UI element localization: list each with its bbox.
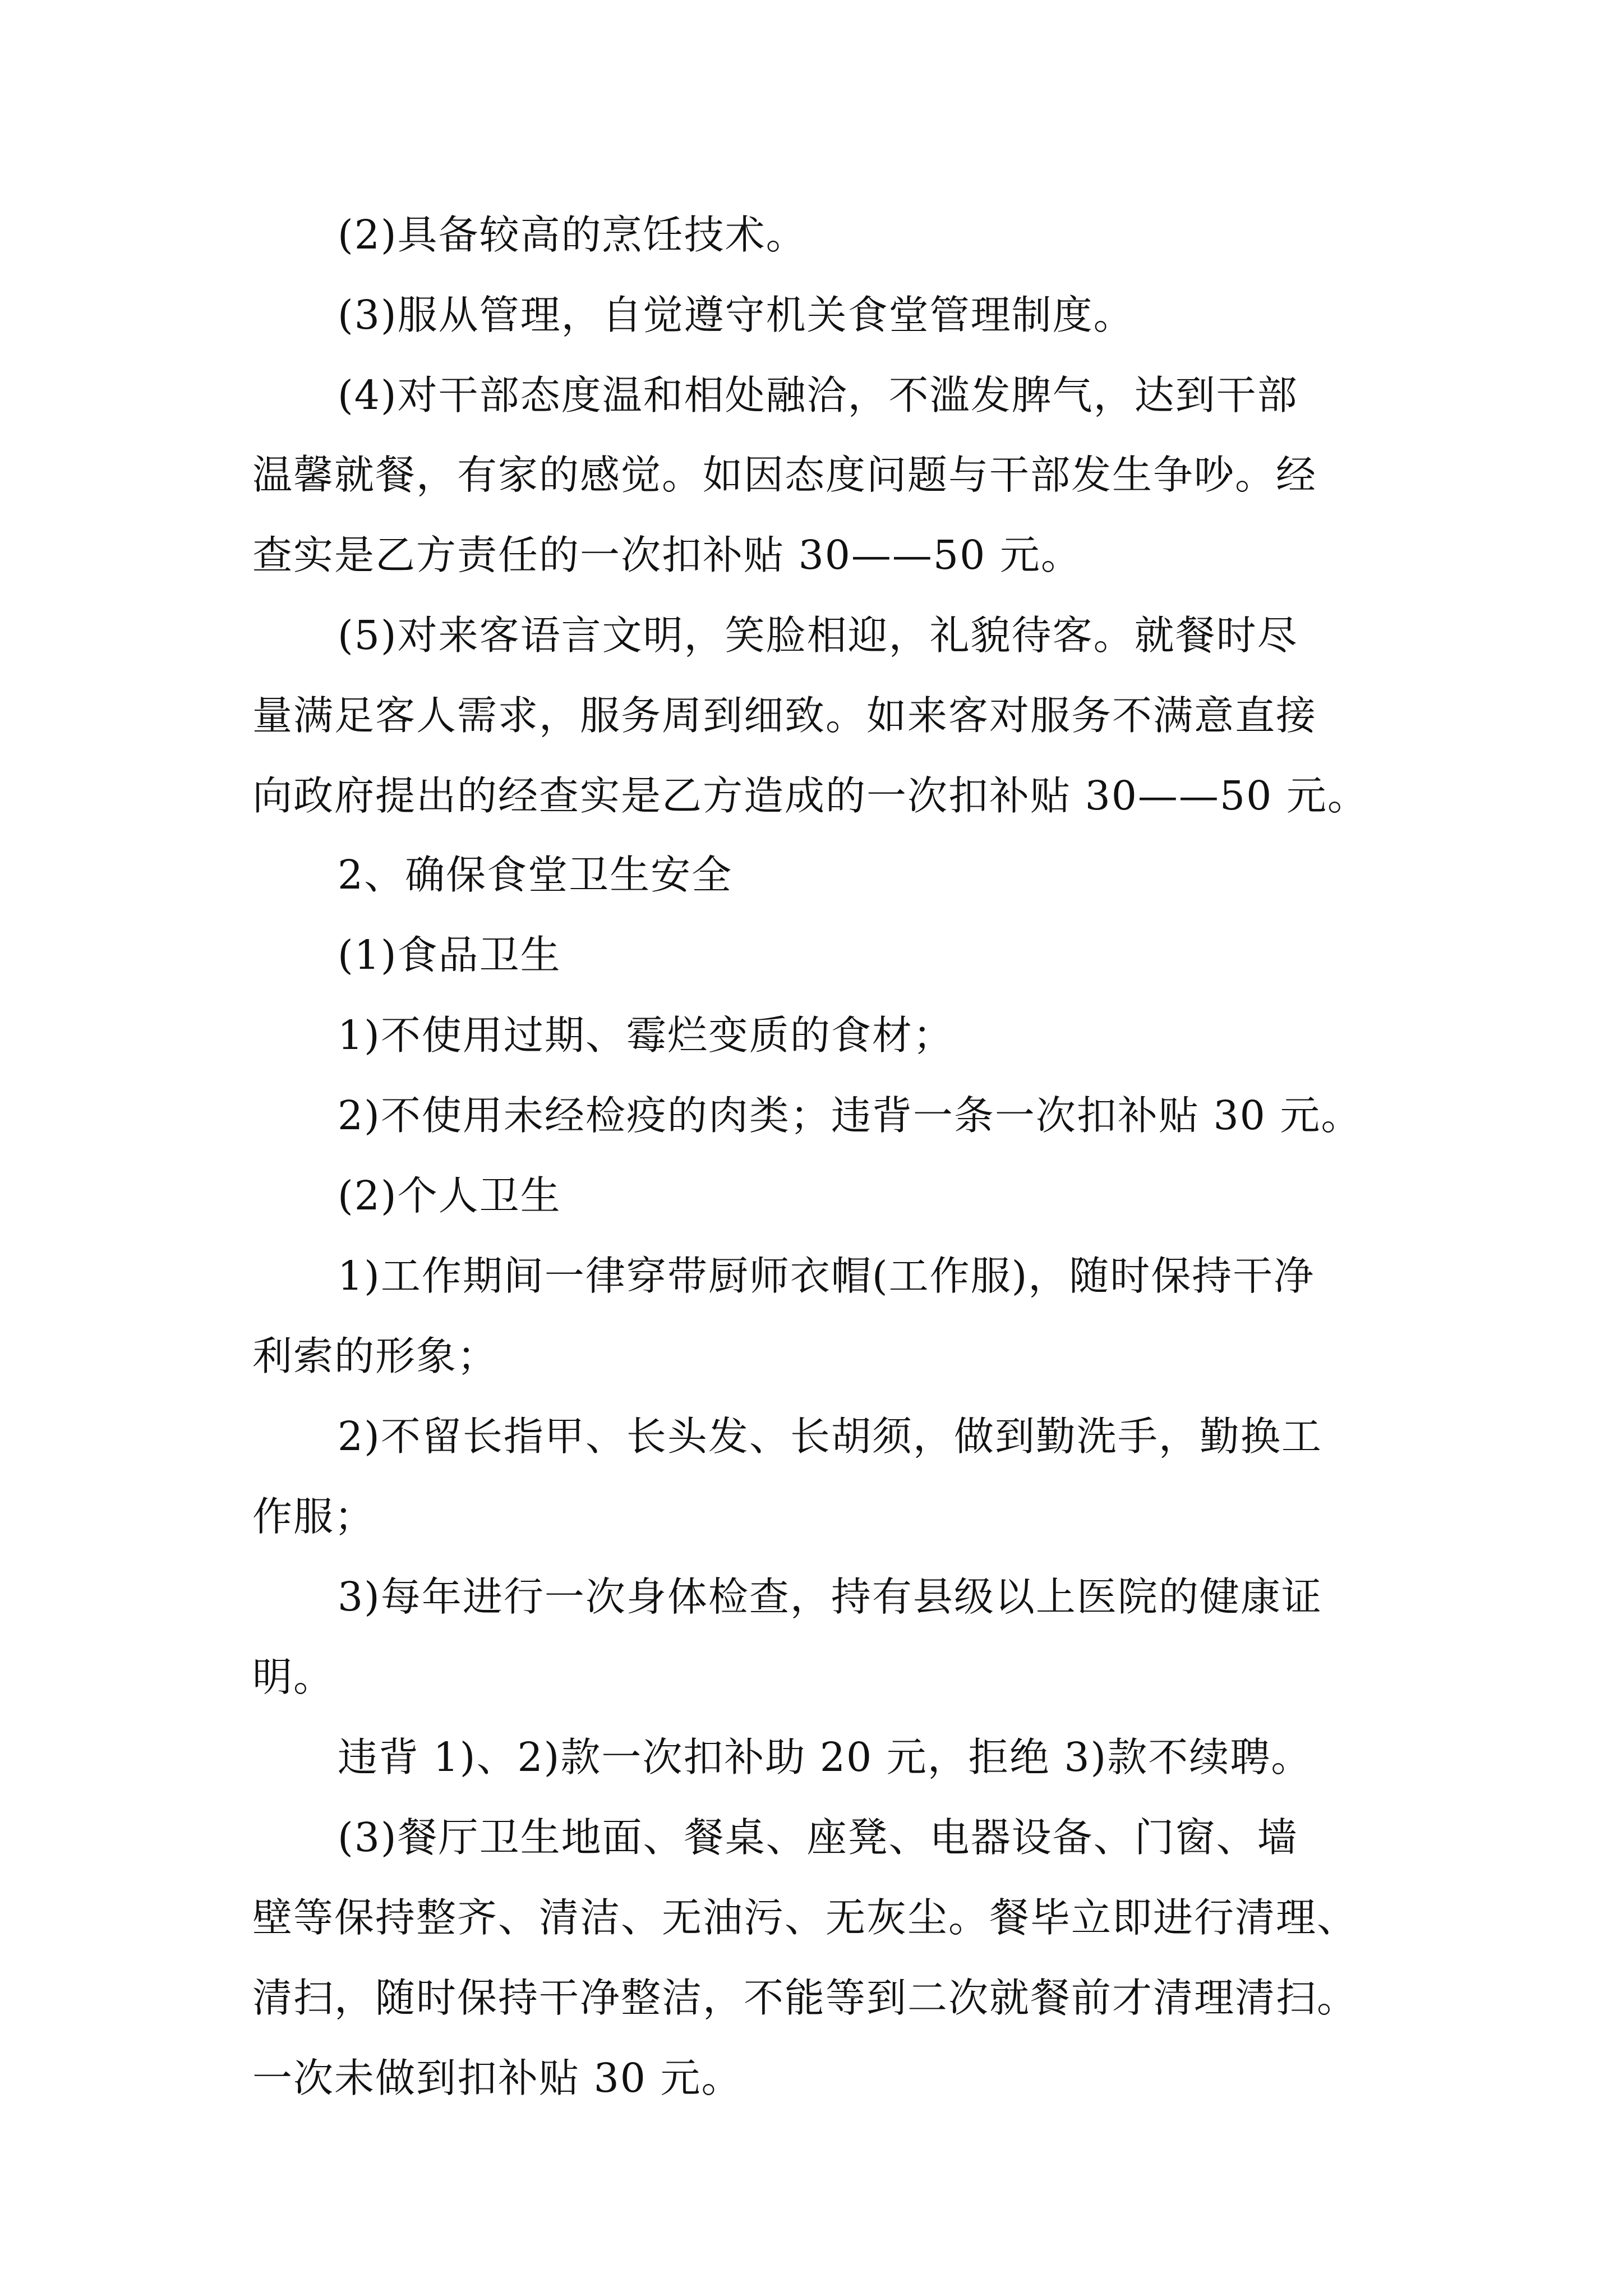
paragraph-line: 量满足客人需求，服务周到细致。如来客对服务不满意直接: [252, 692, 1317, 739]
paragraph-line: (2)具备较高的烹饪技术。: [338, 211, 807, 258]
paragraph-line: 一次未做到扣补贴 30 元。: [252, 2055, 743, 2101]
section-heading: 2、确保食堂卫生安全: [338, 852, 733, 898]
paragraph-line: 3)每年进行一次身体检查，持有县级以上医院的健康证: [338, 1573, 1322, 1620]
paragraph-line: 温馨就餐，有家的感觉。如因态度问题与干部发生争吵。经: [252, 452, 1317, 498]
paragraph-line: 向政府提出的经查实是乙方造成的一次扣补贴 30——50 元。: [252, 772, 1368, 819]
paragraph-line: (5)对来客语言文明，笑脸相迎，礼貌待客。就餐时尽: [338, 612, 1298, 659]
paragraph-line: 作服；: [252, 1493, 376, 1540]
paragraph-line: 1)不使用过期、霉烂变质的食材；: [338, 1012, 954, 1059]
paragraph-line: 违背 1)、2)款一次扣补助 20 元，拒绝 3)款不续聘。: [338, 1734, 1312, 1780]
paragraph-line: 1)工作期间一律穿带厨师衣帽(工作服)，随时保持干净: [338, 1253, 1315, 1299]
subsection-heading: (2)个人卫生: [338, 1172, 561, 1219]
paragraph-line: 查实是乙方责任的一次扣补贴 30——50 元。: [252, 532, 1082, 578]
paragraph-line: 2)不使用未经检疫的肉类；违背一条一次扣补贴 30 元。: [338, 1092, 1362, 1139]
paragraph-line: (4)对干部态度温和相处融洽，不滥发脾气，达到干部: [338, 372, 1298, 418]
paragraph-line: 清扫，随时保持干净整洁，不能等到二次就餐前才清理清扫。: [252, 1975, 1358, 2021]
paragraph-line: 利索的形象；: [252, 1333, 499, 1379]
paragraph-line: 明。: [252, 1654, 335, 1700]
paragraph-line: (3)服从管理，自觉遵守机关食堂管理制度。: [338, 292, 1135, 338]
subsection-heading: (1)食品卫生: [338, 932, 561, 978]
paragraph-line: 壁等保持整齐、清洁、无油污、无灰尘。餐毕立即进行清理、: [252, 1894, 1358, 1941]
paragraph-line: (3)餐厅卫生地面、餐桌、座凳、电器设备、门窗、墙: [338, 1814, 1298, 1861]
paragraph-line: 2)不留长指甲、长头发、长胡须，做到勤洗手，勤换工: [338, 1413, 1322, 1460]
